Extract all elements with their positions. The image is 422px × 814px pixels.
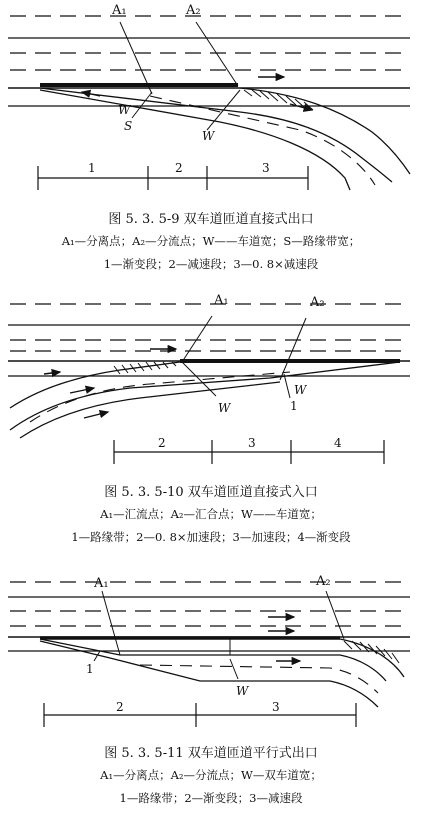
ramp-inner-edge [10,362,400,430]
segment-label-4: 4 [334,436,342,450]
figure-3-diagram [0,555,422,740]
ramp-outer-edge [40,90,350,190]
segment-label-3: 3 [272,700,280,714]
label-1: 1 [290,399,298,413]
label-a2: A₂ [316,574,331,589]
label-w: W [118,103,131,117]
ramp-left-edge [10,362,180,408]
figure-title: 图 5. 3. 5-10 双车道匝道直接式入口 [104,485,318,500]
figure-legend-line: A₁—分离点；A₂—分流点；W——车道宽；S—路缘带宽； [61,234,361,248]
label-w: W [218,401,231,415]
label-1: 1 [86,662,94,676]
label-w: W [294,383,307,397]
figure-2-diagram [0,290,422,475]
figure-2-direct-entrance [0,290,422,555]
figure-title: 图 5. 3. 5-11 双车道匝道平行式出口 [104,746,318,761]
figure-1-direct-exit [0,0,422,290]
segment-label-1: 1 [88,161,96,175]
figure-legend-line: A₁—汇流点；A₂—汇合点；W——车道宽； [100,507,322,521]
label-a2: A₂ [310,295,325,310]
label-s: S [124,119,133,133]
figure-legend-line: 1—路缘带；2—渐变段；3—减速段 [119,791,303,805]
segment-label-2: 2 [116,700,124,714]
label-w: W [236,684,249,698]
segment-label-2: 2 [175,161,183,175]
ramp-center-dash [140,665,378,693]
label-a2: A₂ [186,3,201,18]
segment-label-2: 2 [158,436,166,450]
segment-label-3: 3 [248,436,256,450]
figure-legend-line: 1—渐变段；2—减速段；3—0. 8×减速段 [103,257,319,271]
label-a1: A₁ [112,3,127,18]
figure-legend-line: 1—路缘带；2—0. 8×加速段；3—加速段；4—渐变段 [71,530,351,544]
figure-title: 图 5. 3. 5-9 双车道匝道直接式出口 [108,212,314,227]
ramp-outer-edge [20,382,280,438]
figure-3-parallel-exit [0,555,422,814]
label-w: W [202,129,215,143]
label-a1: A₁ [214,293,229,308]
figure-legend-line: A₁—分离点；A₂—分流点；W—双车道宽； [100,768,322,782]
label-a1: A₁ [94,576,109,591]
figure-1-diagram [0,0,422,200]
segment-label-3: 3 [262,161,270,175]
